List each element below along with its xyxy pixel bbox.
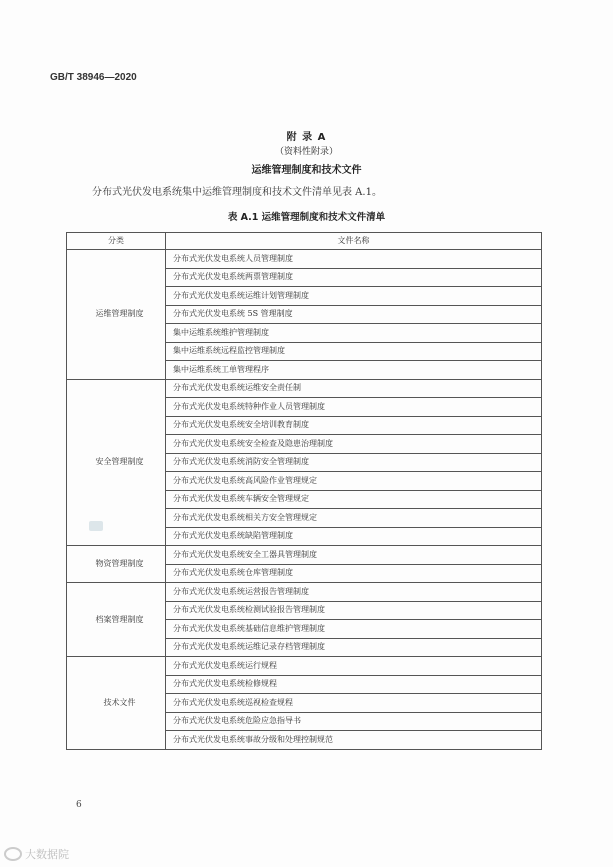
document-name-cell: 分布式光伏发电系统检测试验报告管理制度	[166, 601, 542, 620]
appendix-title: 运维管理制度和技术文件	[251, 165, 362, 176]
category-cell: 运维管理制度	[67, 250, 166, 380]
table-row	[67, 657, 542, 676]
document-name-cell: 分布式光伏发电系统运维安全责任制	[166, 379, 542, 398]
document-name-cell: 分布式光伏发电系统消防安全管理制度	[166, 453, 542, 472]
document-name-cell: 分布式光伏发电系统两票管理制度	[166, 268, 542, 287]
document-name-cell: 分布式光伏发电系统安全工器具管理制度	[166, 546, 542, 565]
document-name-cell: 分布式光伏发电系统运维记录存档管理制度	[166, 638, 542, 657]
document-name-cell: 分布式光伏发电系统人员管理制度	[166, 250, 542, 269]
appendix-nature: （资料性附录）	[274, 147, 338, 157]
page-number: 6	[76, 800, 82, 810]
standard-code: GB/T 38946—2020	[50, 72, 137, 83]
document-name-cell: 分布式光伏发电系统相关方安全管理规定	[166, 509, 542, 528]
intro-paragraph: 分布式光伏发电系统集中运维管理制度和技术文件清单见表 A.1。	[92, 187, 382, 198]
document-name-cell: 分布式光伏发电系统 5S 管理制度	[166, 305, 542, 324]
category-cell: 物资管理制度	[67, 546, 166, 583]
document-name-cell: 集中运维系统远程监控管理制度	[166, 342, 542, 361]
weibo-logo-icon	[4, 847, 22, 861]
appendix-label: 附 录 A	[286, 132, 327, 143]
document-name-cell: 分布式光伏发电系统巡视检查规程	[166, 694, 542, 713]
document-name-cell: 分布式光伏发电系统车辆安全管理规定	[166, 490, 542, 509]
watermark-text: 大数据院	[25, 848, 69, 861]
scan-mark	[89, 521, 103, 531]
table-row	[67, 250, 542, 269]
header-category: 分类	[67, 233, 166, 250]
document-name-cell: 分布式光伏发电系统运行规程	[166, 657, 542, 676]
document-name-cell: 分布式光伏发电系统缺陷管理制度	[166, 527, 542, 546]
document-name-cell: 分布式光伏发电系统特种作业人员管理制度	[166, 398, 542, 417]
table-row	[67, 583, 542, 602]
document-name-cell: 分布式光伏发电系统基础信息维护管理制度	[166, 620, 542, 639]
table-row	[67, 546, 542, 565]
document-name-cell: 分布式光伏发电系统事故分级和处理控制规范	[166, 731, 542, 750]
document-name-cell: 集中运维系统工单管理程序	[166, 361, 542, 380]
document-name-cell: 分布式光伏发电系统运维计划管理制度	[166, 287, 542, 306]
document-name-cell: 分布式光伏发电系统安全检查及隐患治理制度	[166, 435, 542, 454]
document-name-cell: 分布式光伏发电系统安全培训教育制度	[166, 416, 542, 435]
document-name-cell: 分布式光伏发电系统检修规程	[166, 675, 542, 694]
watermark	[4, 846, 69, 862]
document-name-cell: 集中运维系统维护管理制度	[166, 324, 542, 343]
table-caption: 表 A.1 运维管理制度和技术文件清单	[227, 212, 386, 223]
table-header-row	[67, 233, 542, 250]
category-cell: 技术文件	[67, 657, 166, 750]
document-list-table	[66, 232, 542, 750]
header-document-name: 文件名称	[166, 233, 542, 250]
document-name-cell: 分布式光伏发电系统高风险作业管理规定	[166, 472, 542, 491]
table-row	[67, 379, 542, 398]
category-cell: 安全管理制度	[67, 379, 166, 546]
category-cell: 档案管理制度	[67, 583, 166, 657]
document-name-cell: 分布式光伏发电系统仓库管理制度	[166, 564, 542, 583]
document-name-cell: 分布式光伏发电系统危险应急指导书	[166, 712, 542, 731]
document-name-cell: 分布式光伏发电系统运营报告管理制度	[166, 583, 542, 602]
